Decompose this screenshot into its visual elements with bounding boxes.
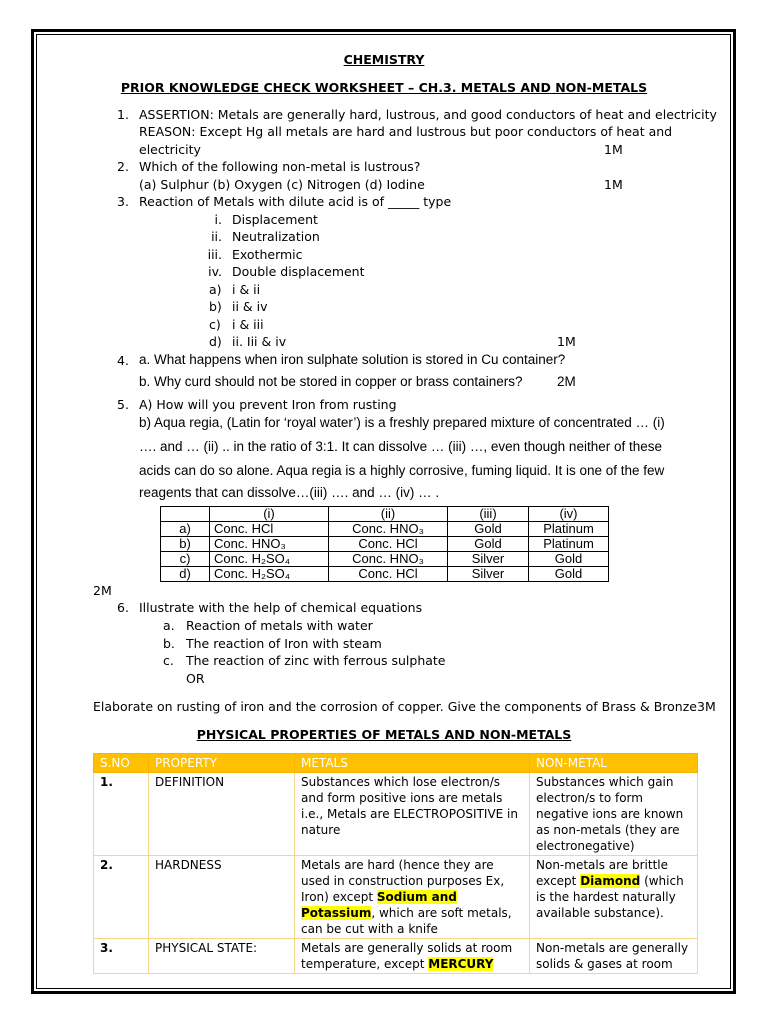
- q4-part-b: b. Why curd should not be stored in copper or brass containers?: [139, 374, 523, 389]
- q6-or: OR: [186, 671, 205, 686]
- cell-ii: Conc. HNO₃: [329, 522, 448, 537]
- q6-question: Illustrate with the help of chemical equations: [139, 600, 423, 615]
- aqua-regia-options-table: [160, 506, 609, 582]
- cell-ii: Conc. HCl: [329, 567, 448, 582]
- row-label: d): [161, 567, 210, 582]
- metals-text: , which are soft metals, can be cut with a knife: [301, 906, 512, 936]
- q6-number: 6.: [117, 600, 129, 615]
- q3-option-label: c): [209, 317, 221, 332]
- table-header-cell: [161, 507, 210, 522]
- row-non-metal: [530, 856, 698, 939]
- q3-roman-num: iv.: [208, 264, 222, 279]
- table-header-cell: (ii): [329, 507, 448, 522]
- row-label: c): [161, 552, 210, 567]
- nonmetal-text: (which is the hardest naturally available substance).: [536, 874, 684, 920]
- q3-option-text: i & ii: [232, 282, 261, 297]
- q4-marks: 2M: [557, 374, 576, 389]
- q3-roman-num: iii.: [207, 247, 222, 262]
- q6-item-text: The reaction of Iron with steam: [186, 636, 382, 651]
- row-sno: 3.: [94, 939, 149, 974]
- q2-options: (a) Sulphur (b) Oxygen (c) Nitrogen (d) Iodine: [139, 177, 425, 192]
- q5-line: reagents that can dissolve…(iii) …. and … (iv) … .: [139, 485, 440, 500]
- row-metals: [295, 939, 530, 974]
- q2-question: Which of the following non-metal is lustrous?: [139, 159, 421, 174]
- row-metals: [295, 856, 530, 939]
- q3-roman-num: ii.: [211, 229, 222, 244]
- q3-roman-num: i.: [214, 212, 222, 227]
- row-property: HARDNESS: [149, 856, 295, 939]
- q3-marks: 1M: [557, 334, 576, 349]
- cell-iii: Gold: [448, 537, 529, 552]
- cell-iv: Gold: [529, 567, 609, 582]
- properties-header-row: [94, 754, 698, 773]
- table-header-cell: (i): [210, 507, 329, 522]
- header-sno: S.NO: [94, 754, 149, 773]
- q1-marks: 1M: [604, 142, 623, 157]
- header-metals: METALS: [295, 754, 530, 773]
- highlight-diamond: Diamond: [580, 874, 641, 888]
- highlight-sodium-potassium: Sodium and Potassium: [301, 890, 457, 920]
- row-sno: 2.: [94, 856, 149, 939]
- q6-item-label: a.: [163, 618, 175, 633]
- cell-iv: Platinum: [529, 522, 609, 537]
- header-non-metal: NON-METAL: [530, 754, 698, 773]
- metals-text: Metals are generally solids at room temperature, except: [301, 941, 513, 971]
- q6-item-label: c.: [163, 653, 174, 668]
- q3-roman-text: Exothermic: [232, 247, 303, 262]
- q5-line: acids can do so alone. Aqua regia is a highly corrosive, fuming liquid. It is one of the few: [139, 463, 665, 478]
- q5-marks: 2M: [93, 583, 112, 598]
- row-non-metal: Substances which gain electron/s to form negative ions are known as non-metals (they are electronegative): [530, 773, 698, 856]
- q4-part-a: a. What happens when iron sulphate solution is stored in Cu container?: [139, 352, 566, 367]
- q5-number: 5.: [117, 397, 129, 412]
- q5-line: …. and … (ii) .. in the ratio of 3:1. It can dissolve … (iii) …, even though neither of these: [139, 439, 662, 454]
- table-row: [94, 773, 698, 856]
- cell-iii: Gold: [448, 522, 529, 537]
- q3-roman-text: Double displacement: [232, 264, 365, 279]
- q3-roman-text: Neutralization: [232, 229, 320, 244]
- q1-reason-cont: electricity: [139, 142, 201, 157]
- table-row: [161, 567, 609, 582]
- table-header-cell: (iv): [529, 507, 609, 522]
- highlight-mercury: MERCURY: [428, 957, 494, 971]
- cell-iii: Silver: [448, 567, 529, 582]
- q2-number: 2.: [117, 159, 129, 174]
- table-row: [161, 552, 609, 567]
- worksheet-title: PRIOR KNOWLEDGE CHECK WORKSHEET – CH.3. METALS AND NON-METALS: [120, 80, 648, 95]
- row-sno: 1.: [94, 773, 149, 856]
- q2-marks: 1M: [604, 177, 623, 192]
- q3-number: 3.: [117, 194, 129, 209]
- q5-line: b) Aqua regia, (Latin for ‘royal water’) is a freshly prepared mixture of concentrated … (i): [139, 415, 665, 430]
- cell-ii: Conc. HCl: [329, 537, 448, 552]
- nonmetal-text: Non-metals are brittle except: [536, 858, 669, 888]
- q6-item-text: The reaction of zinc with ferrous sulphate: [186, 653, 446, 668]
- q6-item-label: b.: [163, 636, 175, 651]
- cell-i: Conc. H₂SO₄: [210, 567, 329, 582]
- cell-ii: Conc. HNO₃: [329, 552, 448, 567]
- row-property: DEFINITION: [149, 773, 295, 856]
- q3-option-label: d): [209, 334, 222, 349]
- q6-item-text: Reaction of metals with water: [186, 618, 373, 633]
- q5-part-a: A) How will you prevent Iron from rusting: [139, 397, 397, 412]
- cell-iv: Platinum: [529, 537, 609, 552]
- q3-option-text: ii & iv: [232, 299, 268, 314]
- q3-option-text: i & iii: [232, 317, 264, 332]
- cell-i: Conc. HNO₃: [210, 537, 329, 552]
- row-label: b): [161, 537, 210, 552]
- table-row: [94, 856, 698, 939]
- row-non-metal: Non-metals are generally solids & gases at room: [530, 939, 698, 974]
- cell-i: Conc. HCl: [210, 522, 329, 537]
- table-header-row: [161, 507, 609, 522]
- subject-heading: CHEMISTRY: [343, 52, 425, 67]
- cell-iii: Silver: [448, 552, 529, 567]
- q1-assertion: ASSERTION: Metals are generally hard, lustrous, and good conductors of heat and electricity: [139, 107, 717, 122]
- table-row: [161, 537, 609, 552]
- q3-option-label: b): [209, 299, 222, 314]
- q6-elaborate: Elaborate on rusting of iron and the corrosion of copper. Give the components of Brass & Bronze3M: [93, 699, 716, 714]
- cell-i: Conc. H₂SO₄: [210, 552, 329, 567]
- cell-iv: Gold: [529, 552, 609, 567]
- properties-title: PHYSICAL PROPERTIES OF METALS AND NON-METALS: [196, 727, 572, 742]
- q3-option-text: ii. Iii & iv: [232, 334, 287, 349]
- row-property: PHYSICAL STATE:: [149, 939, 295, 974]
- q3-roman-text: Displacement: [232, 212, 318, 227]
- q3-question: Reaction of Metals with dilute acid is of _____ type: [139, 194, 452, 209]
- properties-table: [93, 753, 698, 974]
- row-metals: Substances which lose electron/s and form positive ions are metals i.e., Metals are ELECTROPOSITIVE in nature: [295, 773, 530, 856]
- q3-option-label: a): [209, 282, 222, 297]
- table-header-cell: (iii): [448, 507, 529, 522]
- q1-number: 1.: [117, 107, 129, 122]
- q1-reason: REASON: Except Hg all metals are hard and lustrous but poor conductors of heat and: [139, 124, 673, 139]
- q4-number: 4.: [117, 353, 129, 368]
- header-property: PROPERTY: [149, 754, 295, 773]
- table-row: [161, 522, 609, 537]
- table-row: [94, 939, 698, 974]
- metals-text: Metals are hard (hence they are used in construction purposes Ex, Iron) except: [301, 858, 505, 904]
- row-label: a): [161, 522, 210, 537]
